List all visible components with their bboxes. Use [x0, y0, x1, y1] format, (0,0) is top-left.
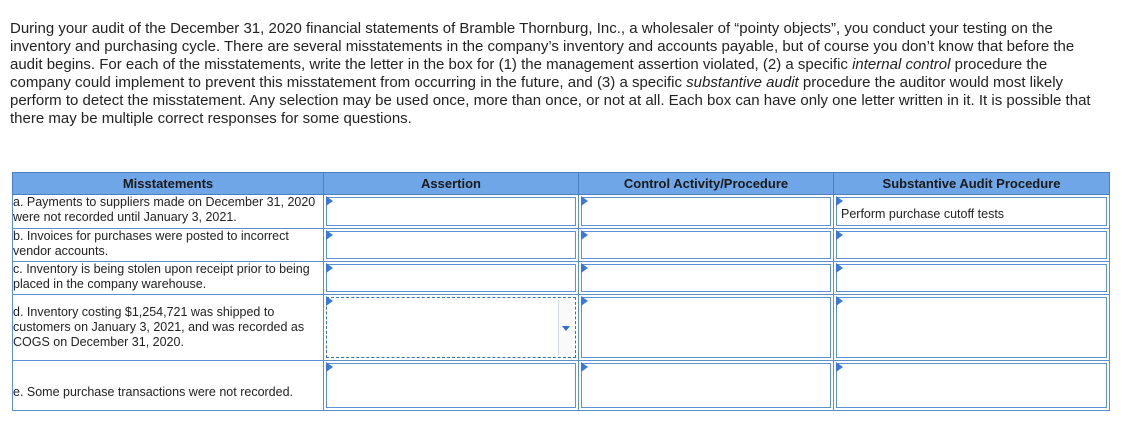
- marker-icon: [326, 230, 333, 240]
- assertion-cell-b: [324, 229, 579, 262]
- assertion-input-e[interactable]: [326, 363, 576, 408]
- marker-icon: [581, 362, 588, 372]
- marker-icon: [836, 263, 843, 273]
- substantive-cell-c: [834, 262, 1110, 295]
- marker-icon: [326, 296, 333, 306]
- table-row: [13, 361, 1110, 411]
- misstatement-d: d. Inventory costing $1,254,721 was shipped to customers on January 3, 2021, and was recorded as COGS on December 31, 2020.: [13, 295, 324, 361]
- header-substantive: Substantive Audit Procedure: [834, 173, 1110, 195]
- instructions: [10, 20, 1110, 128]
- substantive-input-b[interactable]: [836, 231, 1107, 259]
- marker-icon: [836, 230, 843, 240]
- header-control: Control Activity/Procedure: [579, 173, 834, 195]
- table-row: [13, 229, 1110, 262]
- marker-icon: [581, 296, 588, 306]
- table-row: [13, 195, 1110, 229]
- control-input-e[interactable]: [581, 363, 831, 408]
- control-cell-b: [579, 229, 834, 262]
- substantive-input-d[interactable]: [836, 297, 1107, 358]
- assertion-dropdown-d[interactable]: [326, 297, 576, 358]
- marker-icon: [326, 196, 333, 206]
- substantive-input-c[interactable]: [836, 264, 1107, 292]
- marker-icon: [326, 362, 333, 372]
- misstatement-c: c. Inventory is being stolen upon receipt prior to being placed in the company warehouse.: [13, 262, 324, 295]
- marker-icon: [581, 230, 588, 240]
- control-input-d[interactable]: [581, 297, 831, 358]
- misstatement-table: [12, 172, 1110, 411]
- header-assertion: Assertion: [324, 173, 579, 195]
- misstatement-b: b. Invoices for purchases were posted to incorrect vendor accounts.: [13, 229, 324, 262]
- substantive-cell-d: [834, 295, 1110, 361]
- marker-icon: [326, 263, 333, 273]
- marker-icon: [836, 196, 843, 206]
- assertion-cell-e: [324, 361, 579, 411]
- control-input-a[interactable]: [581, 197, 831, 226]
- control-cell-c: [579, 262, 834, 295]
- assertion-input-a[interactable]: [326, 197, 576, 226]
- substantive-cell-a: [834, 195, 1110, 229]
- substantive-cell-e: [834, 361, 1110, 411]
- assertion-cell-a: [324, 195, 579, 229]
- assertion-input-c[interactable]: [326, 264, 576, 292]
- control-input-c[interactable]: [581, 264, 831, 292]
- marker-icon: [836, 362, 843, 372]
- control-input-b[interactable]: [581, 231, 831, 259]
- substantive-input-a[interactable]: Perform purchase cutoff tests: [836, 197, 1107, 226]
- header-misstatements: Misstatements: [13, 173, 324, 195]
- chevron-down-icon[interactable]: [558, 300, 573, 355]
- control-cell-d: [579, 295, 834, 361]
- assertion-input-b[interactable]: [326, 231, 576, 259]
- misstatement-e: e. Some purchase transactions were not recorded.: [13, 361, 324, 411]
- marker-icon: [581, 263, 588, 273]
- instructions-paragraph: During your audit of the December 31, 2020 financial statements of Bramble Thornburg, Inc., a wholesaler of “pointy objects”, you conduct your testing on the inventory and purchasing cycle. There are several misstatements in the company’s inventory and accounts payable, but of course you don’t know that before the audit begins. For each of the misstatements, write the letter in the box for (1) the management assertion violated, (2) a specific internal control procedure the company could implement to prevent this misstatement from occurring in the future, and (3) a specific substantive audit procedure the auditor would most likely perform to detect the misstatement. Any selection may be used once, more than once, or not at all. Each box can have only one letter written in it. It is possible that there may be multiple correct responses for some questions.: [10, 20, 1091, 127]
- control-cell-a: [579, 195, 834, 229]
- misstatement-a: a. Payments to suppliers made on December 31, 2020 were not recorded until January 3, 2021.: [13, 195, 324, 229]
- control-cell-e: [579, 361, 834, 411]
- substantive-cell-b: [834, 229, 1110, 262]
- assertion-cell-c: [324, 262, 579, 295]
- table-row: [13, 262, 1110, 295]
- substantive-input-e[interactable]: [836, 363, 1107, 408]
- marker-icon: [581, 196, 588, 206]
- table-row: [13, 295, 1110, 361]
- marker-icon: [836, 296, 843, 306]
- header-row: [13, 173, 1110, 195]
- assertion-cell-d: [324, 295, 579, 361]
